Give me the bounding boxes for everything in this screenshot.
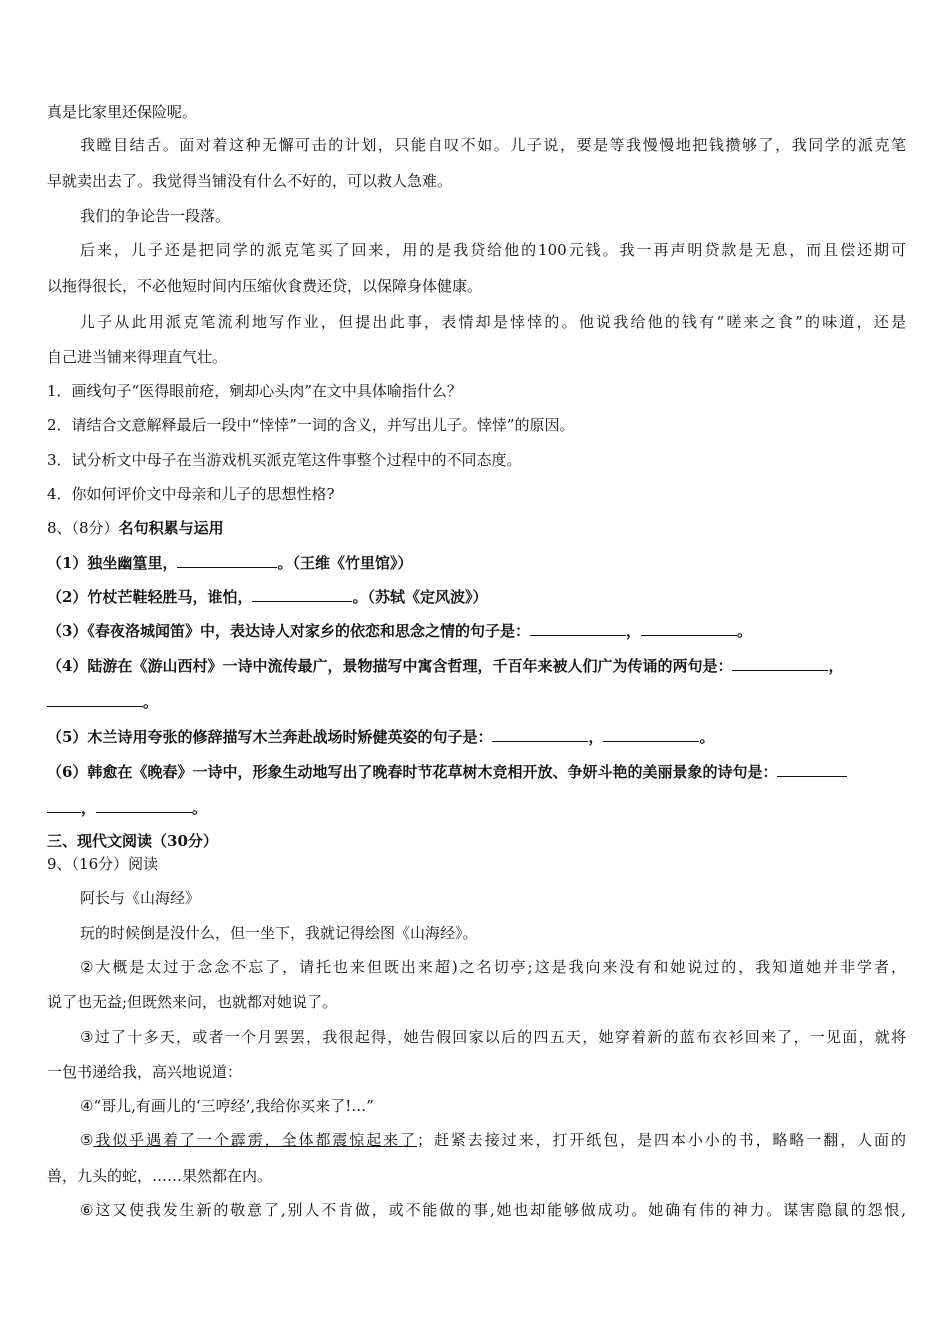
story-paragraph-continued: 早就卖出去了。我觉得当铺没有什么不好的，可以救人急难。 (47, 172, 453, 190)
story-paragraph-continued: 以拖得很长，不必他短时间内压缩伙食费还贷，以保障身体健康。 (47, 277, 483, 295)
answer-blank[interactable] (641, 620, 737, 636)
story-paragraph: 我们的争论告一段落。 (80, 207, 231, 225)
reading-paragraph-4: ④“哥儿,有画儿的‘三哼经’,我给你买来了!…” (80, 1097, 374, 1115)
story-paragraph: 儿子从此用派克笔流利地写作业，但提出此事，表情却是悻悻的。他说我给他的钱有“嗟来之食”的味道，还是 (80, 313, 906, 331)
q8-header: 8、（8分）名句积累与运用 (47, 519, 224, 537)
answer-blank[interactable] (47, 797, 81, 813)
reading-paragraph-2-continued: 说了也无益;但既然来问，也就都对她说了。 (47, 993, 338, 1011)
answer-blank[interactable] (530, 620, 626, 636)
story-paragraph: 我瞠目结舌。面对着这种无懈可击的计划，只能自叹不如。儿子说，要是等我慢慢地把钱攒够了，我同学的派克笔 (80, 136, 906, 154)
question-2: 2．请结合文意解释最后一段中“悻悻”一词的含义，并写出儿子。悻悻”的原因。 (47, 416, 575, 434)
answer-blank[interactable] (732, 655, 828, 671)
reading-paragraph-3-continued: 一包书递给我，高兴地说道： (47, 1063, 243, 1081)
q8-item-4: （4）陆游在《游山西村》一诗中流传最广，景物描写中寓含哲理，千百年来被人们广为传诵的两句是： ， (47, 657, 844, 675)
reading-paragraph-5-continued: 兽，九头的蛇，……果然都在内。 (47, 1167, 273, 1185)
reading-paragraph-3: ③过了十多天，或者一个月罢罢，我很起得，她告假回家以后的四五天，她穿着新的蓝布衣衫回来了，一见面，就将 (80, 1028, 906, 1046)
reading-paragraph-5: ⑤我似乎遇着了一个霹雳，全体都震惊起来了；赶紧去接过来，打开纸包，是四本小小的书，略略一翻，人面的 (80, 1131, 906, 1149)
q8-item-4-continued: 。 (47, 691, 906, 712)
story-paragraph-continued: 自己进当铺来得理直气壮。 (47, 348, 228, 366)
answer-blank[interactable] (252, 586, 352, 602)
answer-blank[interactable] (47, 691, 143, 707)
question-1: 1．画线句子“医得眼前疮，剜却心头肉”在文中具体喻指什么？ (47, 382, 462, 400)
q8-item-6: （6）韩愈在《晚春》一诗中，形象生动地写出了晚春时节花草树木竞相开放、争妍斗艳的美丽景象的诗句是： (47, 761, 906, 782)
q8-item-3: （3）《春夜洛城闻笛》中，表达诗人对家乡的依恋和思念之情的句子是： ， 。 (47, 622, 752, 640)
reading-title: 阿长与《山海经》 (80, 889, 201, 907)
q8-item-2: （2）竹杖芒鞋轻胜马，谁怕， 。（苏轼《定风波》） (47, 588, 488, 606)
answer-blank[interactable] (603, 726, 699, 742)
q8-item-6-continued: ， 。 (47, 797, 906, 818)
q8-item-1: （1）独坐幽篁里， 。（王维《竹里馆》） (47, 554, 413, 572)
section-3-title: 三、现代文阅读（30分） (47, 832, 218, 850)
q8-item-5: （5）木兰诗用夸张的修辞描写木兰奔赴战场时矫健英姿的句子是： ， 。 (47, 728, 715, 746)
q9-header: 9、（16分）阅读 (47, 855, 159, 873)
reading-paragraph-6: ⑥这又使我发生新的敬意了,别人不肯做，或不能做的事,她也却能够做成功。她确有伟的神力。谋害隐鼠的怨恨, (80, 1201, 906, 1219)
reading-paragraph-2: ②大概是太过于念念不忘了，请托也来但既出来超)之名切亭;这是我向来没有和她说过的，我知道她并非学者， (80, 958, 906, 976)
answer-blank[interactable] (492, 726, 588, 742)
story-paragraph: 后来，儿子还是把同学的派克笔买了回来，用的是我贷给他的100元钱。我一再声明贷款是无息，而且偿还期可 (80, 241, 906, 259)
question-4: 4．你如何评价文中母亲和儿子的思想性格? (47, 485, 335, 503)
story-paragraph: 真是比家里还保险呢。 (47, 103, 198, 121)
answer-blank[interactable] (96, 797, 192, 813)
answer-blank[interactable] (777, 761, 847, 777)
answer-blank[interactable] (177, 552, 277, 568)
question-3: 3．试分析文中母子在当游戏机买派克笔这件事整个过程中的不同态度。 (47, 451, 522, 469)
reading-paragraph-1: 玩的时候倒是没什么，但一坐下，我就记得绘图《山海经》。 (80, 924, 478, 942)
underlined-sentence: 我似乎遇着了一个霹雳，全体都震惊起来了 (93, 1131, 418, 1149)
